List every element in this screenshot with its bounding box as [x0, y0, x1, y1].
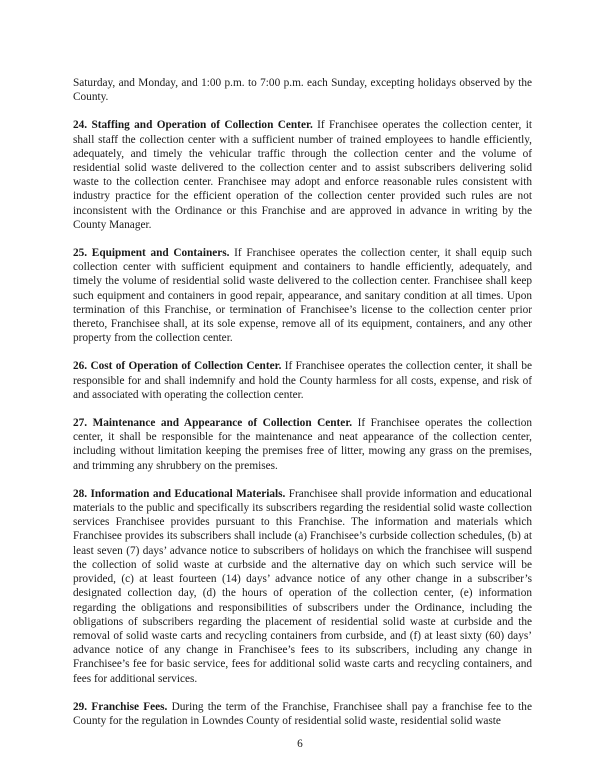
section-25-heading: 25. Equipment and Containers. [73, 247, 230, 260]
section-29-heading: 29. Franchise Fees. [73, 700, 168, 713]
section-29-body: During the term of the Franchise, Franchisee shall pay a franchise fee to the County for the regulation in Lowndes County of residential solid waste, residential solid waste [73, 700, 532, 727]
section-26-body: If Franchisee operates the collection center, it shall be responsible for and shall indemnify and hold the County harmless for all costs, expense, and risk of and associated with operating the collection center. [73, 360, 532, 401]
document-page [73, 76, 532, 742]
section-25 [73, 246, 532, 345]
section-24-heading: 24. Staffing and Operation of Collection Center. [73, 119, 313, 132]
page-number: 6 [297, 738, 303, 750]
section-28-body: Franchisee shall provide information and educational materials to the public and specifically its subscribers regarding the residential solid waste collection services Franchisee provides pursuant to this Franchise. The information and materials which Franchisee provides its subscribers shall include (a) Franchisee’s curbside collection schedules, (b) at least seven (7) days’ advance notice to subscribers of holidays on which the franchisee will suspend the collection of solid waste at curbside and the alternative day on which such service will be provided, (c) at least fourteen (14) days’ advance notice of any other change in a subscriber’s designated collection day, (d) the hours of operation of the collection center, (e) information regarding the obligations and responsibilities of subscribers under the Ordinance, including the obligations of subscribers regarding the placement of residential solid waste at curbside and the removal of solid waste carts and recycling containers from curbside, and (f) at least sixty (60) days’ advance notice of any change in Franchisee’s fees to its subscribers, including any change in Franchisee’s fee for basic service, fees for additional solid waste carts and recycling containers, and fees for additional services. [73, 487, 532, 685]
opening-paragraph: Saturday, and Monday, and 1:00 p.m. to 7:00 p.m. each Sunday, excepting holidays observed by the County. [73, 77, 532, 104]
section-24-body: If Franchisee operates the collection center, it shall staff the collection center with a sufficient number of trained employees to handle efficiently, adequately, and timely the vehicular traffic through the collection center and the volume of residential solid waste delivered to the collection center and to assist subscribers delivering solid waste to the collection center. Franchisee may adopt and enforce reasonable rules consistent with industry practice for the efficient operation of the collection center provided such rules are not inconsistent with the Ordinance or this Franchise and are approved in advance in writing by the County Manager. [73, 119, 532, 231]
section-25-body: If Franchisee operates the collection center, it shall equip such collection center with sufficient equipment and containers to handle efficiently, adequately, and timely the volume of residential solid waste delivered to the collection center. Franchisee shall keep such equipment and containers in good repair, appearance, and sanitary condition at all times. Upon termination of this Franchise, or termination of Franchisee’s license to the collection center prior thereto, Franchisee shall, at its sole expense, remove all of its equipment, containers, and any other property from the collection center. [73, 247, 532, 345]
section-27-heading: 27. Maintenance and Appearance of Collection Center. [73, 417, 353, 430]
section-26 [73, 359, 532, 402]
section-26-heading: 26. Cost of Operation of Collection Center. [73, 360, 282, 373]
section-28 [73, 487, 532, 686]
section-28-heading: 28. Information and Educational Materials. [73, 487, 286, 500]
section-27-body: If Franchisee operates the collection center, it shall be responsible for the maintenance and neat appearance of the collection center, including without limitation keeping the premises free of litter, mowing any grass on the premises, and trimming any shrubbery on the premises. [73, 417, 533, 472]
section-29 [73, 700, 532, 728]
section-24 [73, 118, 532, 232]
section-27 [73, 416, 532, 473]
